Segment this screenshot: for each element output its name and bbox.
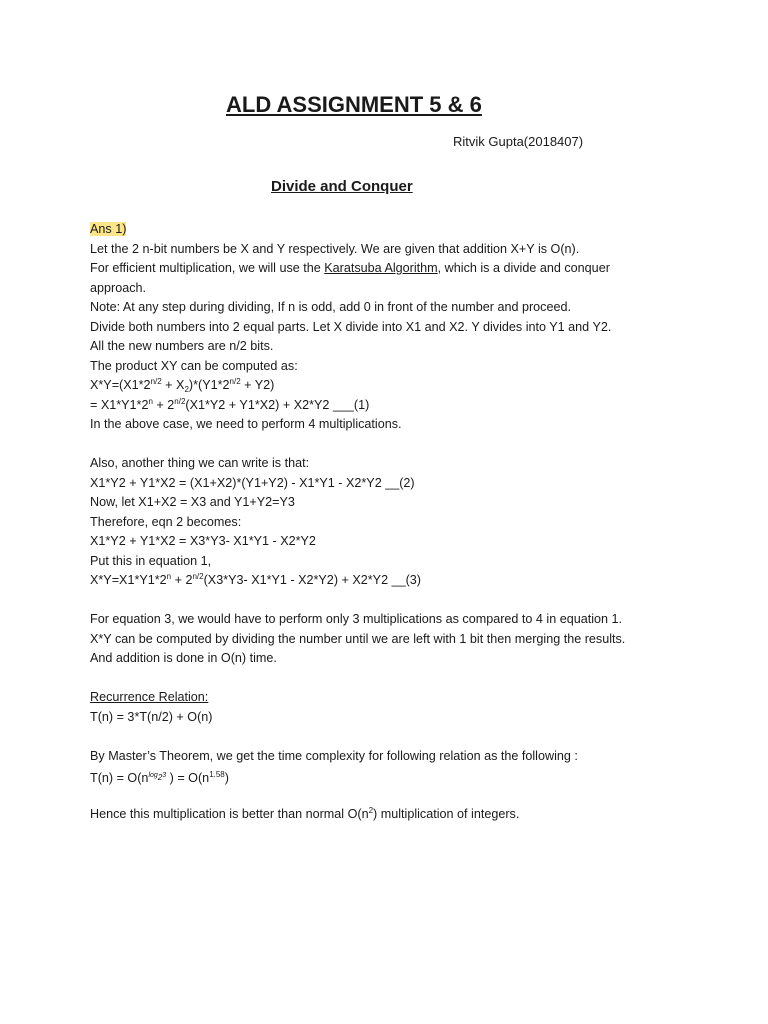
section-heading: Divide and Conquer bbox=[271, 178, 413, 195]
answer-label: Ans 1) bbox=[90, 222, 127, 236]
text-line: Put this in equation 1, bbox=[90, 553, 212, 568]
text-line: X*Y can be computed by dividing the number until we are left with 1 bit then merging the results. bbox=[90, 631, 626, 646]
text-line: Therefore, eqn 2 becomes: bbox=[90, 514, 242, 529]
text-line: Divide both numbers into 2 equal parts. Let X divide into X1 and X2. Y divides into Y1 and Y2. bbox=[90, 319, 612, 334]
text-line: For equation 3, we would have to perform only 3 multiplications as compared to 4 in equation 1. bbox=[90, 612, 623, 626]
answer-body bbox=[90, 220, 700, 825]
equation-line: T(n) = 3*T(n/2) + O(n) bbox=[90, 709, 213, 724]
text-line: By Master’s Theorem, we get the time complexity for following relation as the following : bbox=[90, 748, 578, 763]
equation-line: $X*Y=(X1*2^{n/2} + X_2)*(Y1*2^{n/2} + Y2)$ bbox=[90, 377, 275, 394]
equation-line: = $X1*Y1*2^n + 2^{n/2}(X1*Y2 + Y1*X2) + X2*Y2$ ___(1) bbox=[90, 396, 370, 412]
text-line: Note: At any step during dividing, If n is odd, add 0 in front of the number and proceed. bbox=[90, 300, 571, 314]
text-line: Also, another thing we can write is that: bbox=[90, 456, 310, 470]
text-line: In the above case, we need to perform 4 multiplications. bbox=[90, 417, 402, 431]
text-line: For efficient multiplication, we will use the Karatsuba Algorithm, which is a divide and conquer bbox=[90, 261, 610, 275]
text-line: Hence this multiplication is better than normal $O(n^2)$ multiplication of integers. bbox=[90, 806, 520, 821]
equation-line: X1*Y2 + Y1*X2 = (X1+X2)*(Y1+Y2) - X1*Y1 - X2*Y2 __(2) bbox=[90, 475, 415, 490]
text-line: approach. bbox=[90, 280, 147, 295]
karatsuba-link[interactable]: Karatsuba Algorithm bbox=[324, 261, 438, 275]
text-line: The product XY can be computed as: bbox=[90, 358, 298, 373]
recurrence-heading: Recurrence Relation: bbox=[90, 690, 209, 704]
author-name: Ritvik Gupta(2018407) bbox=[453, 134, 584, 149]
text-line: All the new numbers are n/2 bits. bbox=[90, 339, 274, 353]
text-line: And addition is done in O(n) time. bbox=[90, 651, 277, 665]
equation-line: X1*Y2 + Y1*X2 = X3*Y3- X1*Y1 - X2*Y2 bbox=[90, 534, 316, 548]
document-title: ALD ASSIGNMENT 5 & 6 bbox=[226, 92, 482, 117]
equation-line: $T(n) = O(n^{log_23}$ ) = $O(n^{1.58})$ bbox=[90, 770, 229, 785]
text-line: Now, let X1+X2 = X3 and Y1+Y2=Y3 bbox=[90, 495, 295, 509]
text-line: Let the 2 n-bit numbers be X and Y respectively. We are given that addition X+Y is O(n). bbox=[90, 241, 580, 256]
equation-line: $X*Y=X1*Y1*2^n + 2^{n/2}(X3*Y3-$ X1*Y1 - X2*Y2) + X2*Y2 __(3) bbox=[90, 572, 421, 587]
